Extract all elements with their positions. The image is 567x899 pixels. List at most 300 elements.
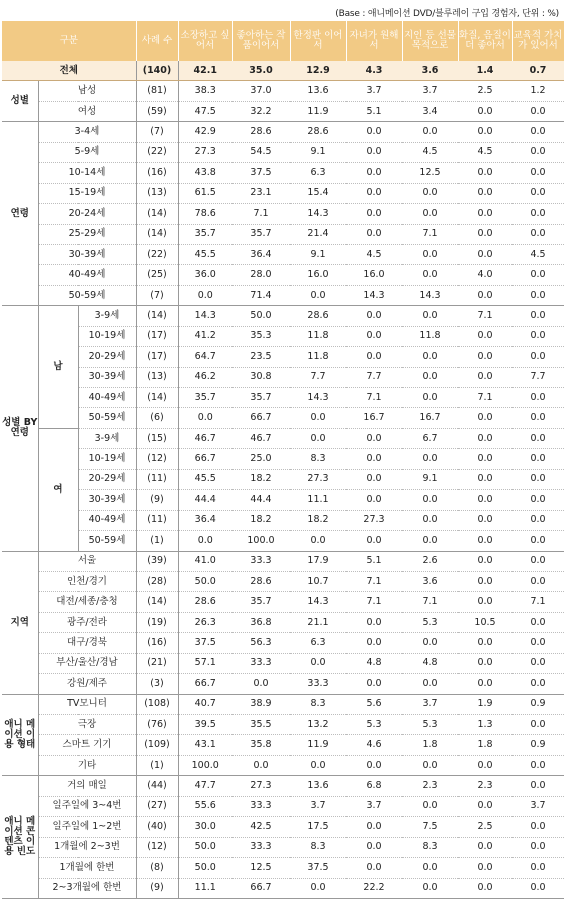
value-cell: 33.3 bbox=[232, 796, 290, 816]
value-cell: 55.6 bbox=[178, 796, 232, 816]
value-cell: 0.0 bbox=[402, 367, 458, 387]
sample-size-cell: (22) bbox=[136, 142, 178, 162]
value-cell: 0.0 bbox=[458, 592, 512, 612]
header-col-3: 한정판 이어서 bbox=[290, 21, 346, 61]
value-cell: 0.0 bbox=[512, 510, 564, 530]
table-row bbox=[2, 796, 564, 816]
value-cell: 37.5 bbox=[290, 858, 346, 878]
header-sample-size: 사례 수 bbox=[136, 21, 178, 61]
value-cell: 2.3 bbox=[458, 776, 512, 796]
group-label: 연령 bbox=[2, 122, 38, 306]
table-row bbox=[2, 531, 564, 551]
value-cell: 0.0 bbox=[232, 674, 290, 694]
value-cell: 0.0 bbox=[346, 531, 402, 551]
value-cell: 5.1 bbox=[346, 551, 402, 571]
value-cell: 0.0 bbox=[458, 469, 512, 489]
header-row bbox=[2, 21, 564, 61]
table-row bbox=[2, 735, 564, 755]
value-cell: 0.0 bbox=[346, 674, 402, 694]
row-label: 40-49세 bbox=[38, 265, 136, 285]
value-cell: 7.1 bbox=[402, 592, 458, 612]
sample-size-cell: (11) bbox=[136, 469, 178, 489]
value-cell: 39.5 bbox=[178, 715, 232, 735]
value-cell: 14.3 bbox=[290, 204, 346, 224]
value-cell: 47.5 bbox=[178, 101, 232, 121]
value-cell: 2.6 bbox=[402, 551, 458, 571]
value-cell: 37.5 bbox=[232, 163, 290, 183]
value-cell: 14.3 bbox=[402, 285, 458, 305]
value-cell: 46.7 bbox=[232, 428, 290, 448]
value-cell: 0.9 bbox=[512, 735, 564, 755]
sample-size-cell: (40) bbox=[136, 817, 178, 837]
row-label: 남성 bbox=[38, 81, 136, 101]
sample-size-cell: (9) bbox=[136, 878, 178, 898]
value-cell: 27.3 bbox=[232, 776, 290, 796]
value-cell: 0.0 bbox=[290, 285, 346, 305]
value-cell: 0.0 bbox=[512, 183, 564, 203]
value-cell: 0.0 bbox=[346, 817, 402, 837]
value-cell: 44.4 bbox=[178, 490, 232, 510]
value-cell: 57.1 bbox=[178, 653, 232, 673]
value-cell: 0.0 bbox=[346, 490, 402, 510]
sample-size-cell: (1) bbox=[136, 755, 178, 775]
table-row bbox=[2, 551, 564, 571]
value-cell: 11.8 bbox=[290, 326, 346, 346]
row-label: 50-59세 bbox=[78, 531, 136, 551]
value-cell: 35.3 bbox=[232, 326, 290, 346]
row-label: 40-49세 bbox=[78, 388, 136, 408]
value-cell: 0.0 bbox=[512, 449, 564, 469]
value-cell: 2.5 bbox=[458, 81, 512, 101]
value-cell: 0.0 bbox=[512, 715, 564, 735]
subgroup-label: 여 bbox=[38, 428, 78, 551]
value-cell: 5.3 bbox=[346, 715, 402, 735]
value-cell: 16.7 bbox=[346, 408, 402, 428]
row-label: 서울 bbox=[38, 551, 136, 571]
value-cell: 21.4 bbox=[290, 224, 346, 244]
value-cell: 4.5 bbox=[402, 142, 458, 162]
value-cell: 4.0 bbox=[458, 265, 512, 285]
value-cell: 16.0 bbox=[290, 265, 346, 285]
value-cell: 0.0 bbox=[512, 612, 564, 632]
value-cell: 8.3 bbox=[290, 837, 346, 857]
sample-size-cell: (14) bbox=[136, 204, 178, 224]
row-label: 30-39세 bbox=[78, 490, 136, 510]
table-row bbox=[2, 694, 564, 714]
header-col-4: 자녀가 원해서 bbox=[346, 21, 402, 61]
value-cell: 18.2 bbox=[232, 469, 290, 489]
value-cell: 7.5 bbox=[402, 817, 458, 837]
sample-size-cell: (13) bbox=[136, 183, 178, 203]
row-label: 전체 bbox=[2, 61, 136, 81]
value-cell: 78.6 bbox=[178, 204, 232, 224]
value-cell: 36.4 bbox=[178, 510, 232, 530]
value-cell: 0.0 bbox=[458, 837, 512, 857]
value-cell: 56.3 bbox=[232, 633, 290, 653]
sample-size-cell: (22) bbox=[136, 244, 178, 264]
value-cell: 3.7 bbox=[290, 796, 346, 816]
value-cell: 11.1 bbox=[178, 878, 232, 898]
value-cell: 28.6 bbox=[178, 592, 232, 612]
value-cell: 0.0 bbox=[346, 306, 402, 326]
value-cell: 0.0 bbox=[346, 183, 402, 203]
subgroup-label: 남 bbox=[38, 306, 78, 429]
value-cell: 28.0 bbox=[232, 265, 290, 285]
table-row bbox=[2, 122, 564, 142]
value-cell: 0.0 bbox=[402, 796, 458, 816]
value-cell: 41.2 bbox=[178, 326, 232, 346]
row-label: 3-9세 bbox=[78, 306, 136, 326]
value-cell: 0.0 bbox=[458, 633, 512, 653]
value-cell: 4.3 bbox=[346, 61, 402, 81]
sample-size-cell: (28) bbox=[136, 571, 178, 591]
value-cell: 0.0 bbox=[512, 122, 564, 142]
sample-size-cell: (16) bbox=[136, 633, 178, 653]
value-cell: 0.0 bbox=[458, 244, 512, 264]
value-cell: 0.0 bbox=[290, 878, 346, 898]
value-cell: 7.1 bbox=[402, 224, 458, 244]
value-cell: 5.3 bbox=[402, 612, 458, 632]
value-cell: 66.7 bbox=[178, 674, 232, 694]
value-cell: 35.8 bbox=[232, 735, 290, 755]
value-cell: 5.6 bbox=[346, 694, 402, 714]
value-cell: 37.5 bbox=[178, 633, 232, 653]
row-label: 인천/경기 bbox=[38, 571, 136, 591]
value-cell: 0.0 bbox=[458, 490, 512, 510]
value-cell: 38.9 bbox=[232, 694, 290, 714]
value-cell: 0.0 bbox=[290, 653, 346, 673]
table-row bbox=[2, 776, 564, 796]
row-label: 거의 매일 bbox=[38, 776, 136, 796]
table-row bbox=[2, 858, 564, 878]
sample-size-cell: (81) bbox=[136, 81, 178, 101]
value-cell: 32.2 bbox=[232, 101, 290, 121]
value-cell: 0.0 bbox=[402, 183, 458, 203]
sample-size-cell: (14) bbox=[136, 388, 178, 408]
value-cell: 27.3 bbox=[346, 510, 402, 530]
row-label: 10-19세 bbox=[78, 449, 136, 469]
header-col-7: 교육적 가치가 있어서 bbox=[512, 21, 564, 61]
value-cell: 45.5 bbox=[178, 244, 232, 264]
value-cell: 7.7 bbox=[290, 367, 346, 387]
value-cell: 4.5 bbox=[458, 142, 512, 162]
value-cell: 2.5 bbox=[458, 817, 512, 837]
sample-size-cell: (1) bbox=[136, 531, 178, 551]
table-row bbox=[2, 837, 564, 857]
value-cell: 0.0 bbox=[458, 551, 512, 571]
value-cell: 21.1 bbox=[290, 612, 346, 632]
value-cell: 5.1 bbox=[346, 101, 402, 121]
sample-size-cell: (19) bbox=[136, 612, 178, 632]
data-table bbox=[2, 21, 565, 899]
value-cell: 0.0 bbox=[290, 408, 346, 428]
value-cell: 11.8 bbox=[402, 326, 458, 346]
table-row bbox=[2, 428, 564, 448]
header-category: 구분 bbox=[2, 21, 136, 61]
row-label: 10-14세 bbox=[38, 163, 136, 183]
value-cell: 14.3 bbox=[290, 388, 346, 408]
value-cell: 4.5 bbox=[512, 244, 564, 264]
value-cell: 30.8 bbox=[232, 367, 290, 387]
value-cell: 0.0 bbox=[402, 878, 458, 898]
value-cell: 7.1 bbox=[458, 388, 512, 408]
value-cell: 66.7 bbox=[232, 878, 290, 898]
table-row bbox=[2, 490, 564, 510]
value-cell: 4.8 bbox=[402, 653, 458, 673]
value-cell: 0.0 bbox=[402, 122, 458, 142]
value-cell: 4.5 bbox=[346, 244, 402, 264]
table-row bbox=[2, 367, 564, 387]
value-cell: 1.8 bbox=[458, 735, 512, 755]
row-label: 1개월에 한번 bbox=[38, 858, 136, 878]
value-cell: 28.6 bbox=[232, 571, 290, 591]
header-col-5: 지인 등 선물 목적으로 bbox=[402, 21, 458, 61]
table-row bbox=[2, 101, 564, 121]
value-cell: 16.7 bbox=[402, 408, 458, 428]
value-cell: 14.3 bbox=[178, 306, 232, 326]
table-row bbox=[2, 510, 564, 530]
value-cell: 0.0 bbox=[458, 674, 512, 694]
value-cell: 7.1 bbox=[346, 388, 402, 408]
sample-size-cell: (76) bbox=[136, 715, 178, 735]
value-cell: 0.0 bbox=[458, 183, 512, 203]
group-label: 성별 BY 연령 bbox=[2, 306, 38, 551]
value-cell: 0.0 bbox=[178, 531, 232, 551]
row-label: 1개월에 2~3번 bbox=[38, 837, 136, 857]
value-cell: 3.7 bbox=[346, 81, 402, 101]
sample-size-cell: (7) bbox=[136, 285, 178, 305]
row-label: 3-9세 bbox=[78, 428, 136, 448]
value-cell: 6.7 bbox=[402, 428, 458, 448]
value-cell: 7.1 bbox=[458, 306, 512, 326]
value-cell: 0.0 bbox=[290, 428, 346, 448]
value-cell: 0.0 bbox=[512, 531, 564, 551]
sample-size-cell: (44) bbox=[136, 776, 178, 796]
value-cell: 61.5 bbox=[178, 183, 232, 203]
row-label: 광주/전라 bbox=[38, 612, 136, 632]
value-cell: 7.1 bbox=[346, 571, 402, 591]
value-cell: 0.0 bbox=[402, 490, 458, 510]
value-cell: 0.0 bbox=[402, 858, 458, 878]
value-cell: 10.5 bbox=[458, 612, 512, 632]
group-label: 성별 bbox=[2, 81, 38, 122]
value-cell: 23.1 bbox=[232, 183, 290, 203]
row-label: 대구/경북 bbox=[38, 633, 136, 653]
sample-size-cell: (8) bbox=[136, 858, 178, 878]
value-cell: 50.0 bbox=[178, 837, 232, 857]
value-cell: 3.7 bbox=[512, 796, 564, 816]
value-cell: 25.0 bbox=[232, 449, 290, 469]
value-cell: 10.7 bbox=[290, 571, 346, 591]
value-cell: 36.0 bbox=[178, 265, 232, 285]
value-cell: 0.0 bbox=[346, 224, 402, 244]
sample-size-cell: (14) bbox=[136, 592, 178, 612]
value-cell: 35.0 bbox=[232, 61, 290, 81]
value-cell: 0.0 bbox=[178, 285, 232, 305]
value-cell: 27.3 bbox=[178, 142, 232, 162]
value-cell: 1.8 bbox=[402, 735, 458, 755]
table-row bbox=[2, 715, 564, 735]
group-label: 애니 메이션 이용 형태 bbox=[2, 694, 38, 776]
value-cell: 0.7 bbox=[512, 61, 564, 81]
value-cell: 8.3 bbox=[290, 449, 346, 469]
value-cell: 3.6 bbox=[402, 571, 458, 591]
value-cell: 0.0 bbox=[290, 755, 346, 775]
header-col-2: 좋아하는 작품이어서 bbox=[232, 21, 290, 61]
row-label: 15-19세 bbox=[38, 183, 136, 203]
row-label: TV모니터 bbox=[38, 694, 136, 714]
value-cell: 12.5 bbox=[402, 163, 458, 183]
value-cell: 0.0 bbox=[512, 347, 564, 367]
value-cell: 35.7 bbox=[178, 388, 232, 408]
value-cell: 0.0 bbox=[402, 449, 458, 469]
value-cell: 3.6 bbox=[402, 61, 458, 81]
row-label: 일주일에 3~4번 bbox=[38, 796, 136, 816]
value-cell: 0.0 bbox=[346, 142, 402, 162]
value-cell: 0.0 bbox=[346, 449, 402, 469]
sample-size-cell: (140) bbox=[136, 61, 178, 81]
value-cell: 42.9 bbox=[178, 122, 232, 142]
value-cell: 0.0 bbox=[458, 428, 512, 448]
group-label: 애니 메이션 콘텐츠 이용 빈도 bbox=[2, 776, 38, 899]
value-cell: 0.0 bbox=[346, 163, 402, 183]
value-cell: 40.7 bbox=[178, 694, 232, 714]
value-cell: 0.0 bbox=[512, 755, 564, 775]
value-cell: 7.7 bbox=[512, 367, 564, 387]
table-row bbox=[2, 142, 564, 162]
value-cell: 0.0 bbox=[458, 755, 512, 775]
value-cell: 38.3 bbox=[178, 81, 232, 101]
value-cell: 22.2 bbox=[346, 878, 402, 898]
value-cell: 42.1 bbox=[178, 61, 232, 81]
sample-size-cell: (17) bbox=[136, 326, 178, 346]
value-cell: 18.2 bbox=[290, 510, 346, 530]
value-cell: 7.1 bbox=[232, 204, 290, 224]
value-cell: 9.1 bbox=[290, 142, 346, 162]
value-cell: 0.0 bbox=[458, 449, 512, 469]
value-cell: 50.0 bbox=[178, 858, 232, 878]
value-cell: 43.8 bbox=[178, 163, 232, 183]
value-cell: 0.0 bbox=[512, 101, 564, 121]
table-row bbox=[2, 306, 564, 326]
value-cell: 2.3 bbox=[402, 776, 458, 796]
table-row bbox=[2, 469, 564, 489]
table-row bbox=[2, 163, 564, 183]
table-row bbox=[2, 408, 564, 428]
value-cell: 0.0 bbox=[458, 653, 512, 673]
value-cell: 13.6 bbox=[290, 81, 346, 101]
value-cell: 0.0 bbox=[458, 878, 512, 898]
value-cell: 11.1 bbox=[290, 490, 346, 510]
sample-size-cell: (16) bbox=[136, 163, 178, 183]
value-cell: 0.0 bbox=[512, 674, 564, 694]
value-cell: 0.0 bbox=[458, 163, 512, 183]
value-cell: 13.6 bbox=[290, 776, 346, 796]
row-label: 극장 bbox=[38, 715, 136, 735]
value-cell: 17.5 bbox=[290, 817, 346, 837]
value-cell: 17.9 bbox=[290, 551, 346, 571]
value-cell: 33.3 bbox=[290, 674, 346, 694]
value-cell: 23.5 bbox=[232, 347, 290, 367]
value-cell: 11.9 bbox=[290, 735, 346, 755]
value-cell: 0.0 bbox=[402, 531, 458, 551]
value-cell: 33.3 bbox=[232, 837, 290, 857]
table-row bbox=[2, 592, 564, 612]
value-cell: 1.3 bbox=[458, 715, 512, 735]
row-label: 부산/울산/경남 bbox=[38, 653, 136, 673]
sample-size-cell: (9) bbox=[136, 490, 178, 510]
value-cell: 0.0 bbox=[458, 285, 512, 305]
value-cell: 0.0 bbox=[346, 858, 402, 878]
value-cell: 1.9 bbox=[458, 694, 512, 714]
table-row bbox=[2, 81, 564, 101]
sample-size-cell: (7) bbox=[136, 122, 178, 142]
value-cell: 0.0 bbox=[512, 776, 564, 796]
value-cell: 9.1 bbox=[290, 244, 346, 264]
sample-size-cell: (59) bbox=[136, 101, 178, 121]
value-cell: 0.0 bbox=[346, 428, 402, 448]
table-row bbox=[2, 633, 564, 653]
value-cell: 0.0 bbox=[458, 796, 512, 816]
table-row bbox=[2, 755, 564, 775]
value-cell: 8.3 bbox=[290, 694, 346, 714]
value-cell: 8.3 bbox=[402, 837, 458, 857]
value-cell: 33.3 bbox=[232, 653, 290, 673]
value-cell: 0.0 bbox=[458, 326, 512, 346]
table-row bbox=[2, 878, 564, 898]
value-cell: 3.7 bbox=[346, 796, 402, 816]
table-row bbox=[2, 612, 564, 632]
value-cell: 0.0 bbox=[458, 510, 512, 530]
value-cell: 64.7 bbox=[178, 347, 232, 367]
value-cell: 14.3 bbox=[346, 285, 402, 305]
value-cell: 0.0 bbox=[512, 469, 564, 489]
value-cell: 7.7 bbox=[346, 367, 402, 387]
table-body bbox=[2, 61, 564, 898]
value-cell: 7.1 bbox=[512, 592, 564, 612]
row-label: 20-29세 bbox=[78, 469, 136, 489]
value-cell: 4.6 bbox=[346, 735, 402, 755]
row-label: 25-29세 bbox=[38, 224, 136, 244]
table-row bbox=[2, 817, 564, 837]
value-cell: 0.0 bbox=[402, 388, 458, 408]
value-cell: 37.0 bbox=[232, 81, 290, 101]
value-cell: 0.0 bbox=[458, 347, 512, 367]
value-cell: 0.0 bbox=[512, 633, 564, 653]
value-cell: 6.3 bbox=[290, 633, 346, 653]
row-label: 스마트 기기 bbox=[38, 735, 136, 755]
value-cell: 0.0 bbox=[458, 408, 512, 428]
value-cell: 0.0 bbox=[346, 837, 402, 857]
sample-size-cell: (109) bbox=[136, 735, 178, 755]
value-cell: 1.2 bbox=[512, 81, 564, 101]
sample-size-cell: (14) bbox=[136, 224, 178, 244]
value-cell: 14.3 bbox=[290, 592, 346, 612]
value-cell: 0.0 bbox=[232, 755, 290, 775]
table-row bbox=[2, 653, 564, 673]
value-cell: 54.5 bbox=[232, 142, 290, 162]
row-label: 30-39세 bbox=[78, 367, 136, 387]
value-cell: 15.4 bbox=[290, 183, 346, 203]
value-cell: 5.3 bbox=[402, 715, 458, 735]
value-cell: 33.3 bbox=[232, 551, 290, 571]
sample-size-cell: (12) bbox=[136, 449, 178, 469]
value-cell: 0.0 bbox=[512, 285, 564, 305]
value-cell: 0.0 bbox=[346, 204, 402, 224]
value-cell: 0.0 bbox=[512, 388, 564, 408]
sample-size-cell: (27) bbox=[136, 796, 178, 816]
value-cell: 3.7 bbox=[402, 694, 458, 714]
